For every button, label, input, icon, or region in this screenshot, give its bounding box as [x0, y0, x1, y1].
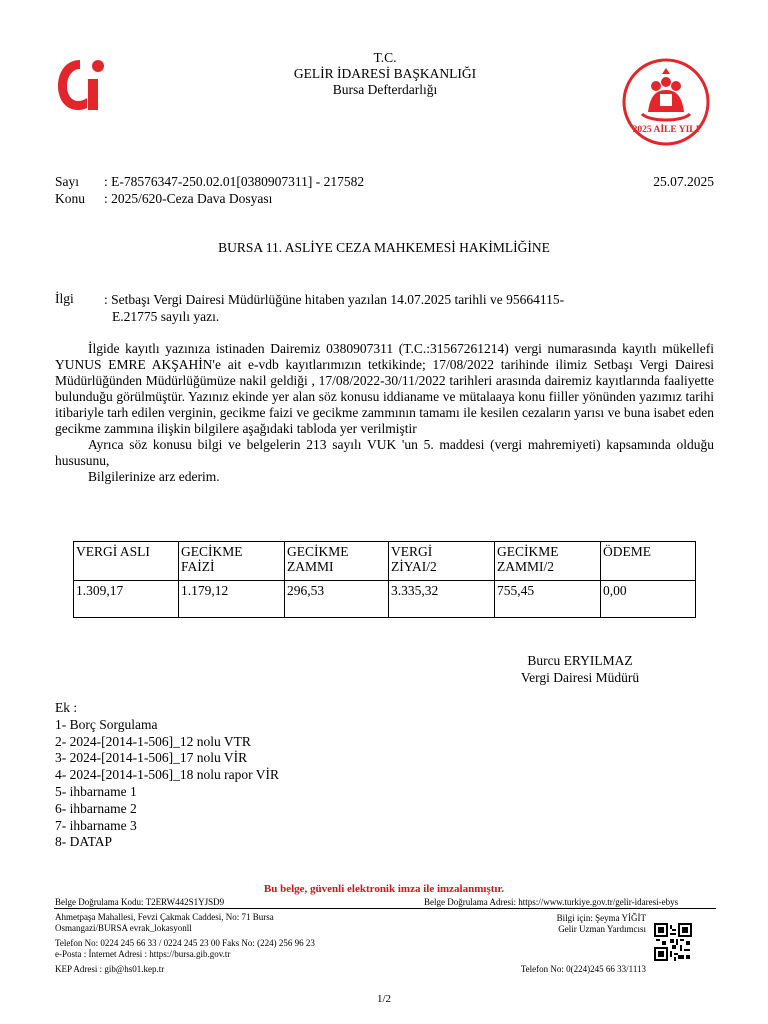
document-date: 25.07.2025 — [653, 174, 714, 189]
table-row — [74, 581, 696, 618]
ilgi-label: İlgi — [55, 291, 74, 306]
table-header-cell: GECİKME ZAMMI/2 — [495, 542, 601, 581]
letterhead — [200, 50, 570, 98]
body-paragraph-2: Ayrıca söz konusu bilgi ve belgelerin 213 sayılı VUK 'un 5. maddesi (vergi mahremiyeti) kapsamında olduğu hususunu, — [55, 437, 714, 468]
page-number: 1/2 — [376, 993, 392, 1005]
office-phone: Telefon No: 0224 245 66 33 / 0224 245 23 00 Faks No: (224) 256 96 23 — [55, 938, 315, 948]
attachments-label: Ek : — [55, 700, 78, 715]
list-item: 8- DATAP — [55, 834, 113, 850]
header-line-agency: GELİR İDARESİ BAŞKANLIĞI — [293, 66, 477, 81]
konu-value: : 2025/620-Ceza Dava Dosyası — [104, 191, 273, 206]
gib-logo — [54, 54, 106, 114]
table-cell-vergi-asli: 1.309,17 — [74, 581, 179, 618]
konu-label: Konu — [55, 191, 85, 206]
contact-person-title: Gelir Uzman Yardımcısı — [558, 924, 646, 934]
kep-address: KEP Adresi : gib@hs01.kep.tr — [55, 964, 165, 974]
signature-block — [470, 652, 690, 686]
list-item: 3- 2024-[2014-1-506]_17 nolu VİR — [55, 750, 248, 766]
contact-person-name: Bilgi için: Şeyma YİĞİT — [556, 913, 646, 923]
addressee-court: BURSA 11. ASLİYE CEZA MAHKEMESİ HAKİMLİĞİNE — [218, 240, 550, 255]
office-eposta: e-Posta : İnternet Adresi : https://bursa.gib.gov.tr — [55, 949, 231, 959]
ilgi-line-1: : Setbaşı Vergi Dairesi Müdürlüğüne hitaben yazılan 14.07.2025 tarihli ve 95664115- — [104, 292, 565, 307]
body-paragraph-3: Bilgilerinize arz ederim. — [88, 469, 220, 484]
list-item: 5- ihbarname 1 — [55, 783, 137, 799]
table-cell-odeme: 0,00 — [601, 581, 696, 618]
table-header-cell: ÖDEME — [601, 542, 696, 581]
family-year-caption: 2025 AİLE YILI — [632, 125, 700, 135]
ilgi-line-2: E.21775 sayılı yazı. — [112, 309, 220, 324]
table-cell-gecikme-zammi-2: 755,45 — [495, 581, 601, 618]
list-item: 2- 2024-[2014-1-506]_12 nolu VTR — [55, 733, 251, 749]
list-item: 1- Borç Sorgulama — [55, 716, 158, 732]
signer-title: Vergi Dairesi Müdürü — [520, 670, 640, 685]
sayi-value: : E-78576347-250.02.01[0380907311] - 217582 — [104, 174, 365, 189]
contact-person-phone: Telefon No: 0(224)245 66 33/1113 — [520, 964, 646, 974]
qr-code-icon — [654, 923, 692, 961]
verification-address: Belge Doğrulama Adresi: https://www.turkiye.gov.tr/gelir-idaresi-ebys — [424, 897, 679, 907]
table-cell-vergi-ziyai: 3.335,32 — [389, 581, 495, 618]
table-header-cell: VERGİ ZİYAI/2 — [389, 542, 495, 581]
list-item: 4- 2024-[2014-1-506]_18 nolu rapor VİR — [55, 767, 279, 783]
list-item: 6- ihbarname 2 — [55, 800, 137, 816]
footer-divider — [54, 908, 716, 909]
tax-debt-table — [73, 541, 696, 618]
attachments-list — [55, 700, 455, 851]
letter-body — [55, 341, 714, 485]
table-header-cell: VERGİ ASLI — [74, 542, 179, 581]
header-line-office: Bursa Defterdarlığı — [332, 82, 438, 97]
verification-code: Belge Doğrulama Kodu: T2ERW442S1YJSD9 — [55, 897, 225, 907]
esignature-notice: Bu belge, güvenli elektronik imza ile imzalanmıştır. — [263, 883, 505, 895]
table-header-cell: GECİKME FAİZİ — [179, 542, 285, 581]
table-header-cell: GECİKME ZAMMI — [285, 542, 389, 581]
table-header-row — [74, 542, 696, 581]
ilgi-reference — [104, 291, 664, 325]
address-line-2: Osmangazi/BURSA evrak_lokasyonll — [55, 923, 192, 933]
address-line-1: Ahmetpaşa Mahallesi, Fevzi Çakmak Caddesi, No: 71 Bursa — [55, 912, 274, 922]
family-year-logo — [620, 56, 712, 148]
list-item: 7- ihbarname 3 — [55, 817, 137, 833]
table-cell-gecikme-zammi: 296,53 — [285, 581, 389, 618]
header-line-tc: T.C. — [373, 50, 397, 65]
signer-name: Burcu ERYILMAZ — [527, 653, 633, 668]
office-contact-block — [55, 912, 455, 975]
sayi-label: Sayı — [55, 174, 80, 189]
body-paragraph-1: İlgide kayıtlı yazınıza istinaden Dairemiz 0380907311 (T.C.:31567261214) vergi numarasında kayıtlı mükellefi YUNUS EMRE AKŞAHİN'e ait e-vdb kayıtlarımızın tetkikinde; 17/08/2022 tarihinde ilimiz Setbaşı Vergi Dairesi Müdürlüğünden Müdürlüğümüze nakil geldiği , 17/08/2022-30/11/2022 tarihleri arasında dairemiz kayıtlarında faaliyette bulunduğu görülmüştür. Yazınız ekinde yer alan söz konusu iddianame ve mütalaaya konu fiiller yönünden yazımız tarihi itibariyle tarh edilen verginin, gecikme faizi ve gecikme zammının tamamı ile kesilen cezaların yarısı ve buna isabet eden gecikme zammına ilişkin bilgilere aşağıdaki tabloda yer verilmiştir — [55, 341, 714, 436]
contact-person-block — [470, 913, 646, 935]
qr-code — [654, 923, 692, 961]
gib-logo-icon — [54, 54, 106, 114]
table-cell-gecikme-faizi: 1.179,12 — [179, 581, 285, 618]
